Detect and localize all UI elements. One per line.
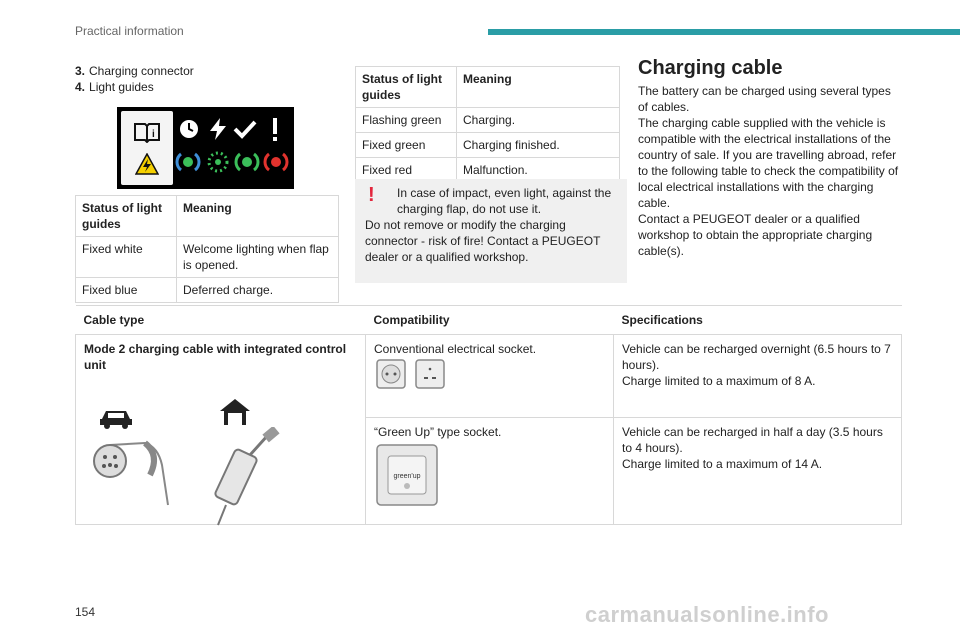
high-voltage-icon bbox=[135, 153, 159, 175]
header-accent-bar bbox=[488, 29, 960, 35]
svg-text:i: i bbox=[152, 129, 155, 140]
green-up-socket-icon bbox=[376, 444, 438, 506]
table-row: Flashing green Charging. bbox=[356, 108, 620, 133]
light-guides-table bbox=[75, 195, 339, 303]
household-socket-icon bbox=[376, 359, 448, 389]
exclamation-icon bbox=[269, 117, 281, 143]
warning-first-line: In case of impact, even light, against the charging flap, do not use it. bbox=[397, 186, 612, 216]
cable-type-label: Mode 2 charging cable with integrated control unit bbox=[84, 342, 347, 372]
column-header: Cable type bbox=[76, 306, 366, 335]
column-header: Meaning bbox=[457, 67, 620, 108]
column-header: Status of light guides bbox=[356, 67, 457, 108]
blue-light-guide-icon bbox=[175, 151, 201, 173]
warning-icon: ! bbox=[368, 184, 375, 206]
section-title: Practical information bbox=[75, 24, 184, 38]
clock-icon bbox=[177, 117, 201, 141]
column-header: Status of light guides bbox=[76, 196, 177, 237]
charging-cable-text: The battery can be charged using several types of cables. The charging cable supplied with the vehicle is compatible with the electrical installations of the country of sale. If you are travelling abroad, refer to the following table to check the compatibility of local electrical installations with the charging cable. Contact a PEUGEOT dealer or a qualified workshop to obtain the appropriate charging cable(s). bbox=[638, 84, 899, 258]
column-header: Meaning bbox=[177, 196, 339, 237]
compatibility-text: Conventional electrical socket. bbox=[374, 342, 537, 356]
specification-text: Vehicle can be recharged in half a day (3.5 hours to 4 hours). bbox=[622, 425, 883, 455]
cable-table bbox=[75, 305, 902, 525]
numbered-list bbox=[75, 63, 194, 95]
specification-text: Charge limited to a maximum of 14 A. bbox=[622, 457, 823, 471]
green-light-guide-icon bbox=[234, 151, 260, 173]
red-light-guide-icon bbox=[263, 151, 289, 173]
specification-text: Charge limited to a maximum of 8 A. bbox=[622, 374, 816, 388]
table-row: Fixed white Welcome lighting when flap is opened. bbox=[76, 237, 339, 278]
light-guides-illustration bbox=[117, 107, 294, 189]
car-icon bbox=[98, 407, 134, 429]
table-row: Fixed green Charging finished. bbox=[356, 133, 620, 158]
table-row: Fixed red Malfunction. bbox=[356, 158, 620, 183]
check-icon bbox=[232, 119, 258, 139]
green-up-label: green'up bbox=[393, 473, 421, 480]
manual-icon bbox=[133, 121, 161, 143]
connector-panel bbox=[121, 111, 173, 185]
specification-text: Vehicle can be recharged overnight (6.5 hours to 7 hours). bbox=[622, 342, 891, 372]
column-header: Compatibility bbox=[366, 306, 614, 335]
page-number: 154 bbox=[75, 605, 96, 619]
list-item: 3. Charging connector bbox=[75, 64, 194, 78]
status-table bbox=[355, 66, 620, 183]
list-item: 4. Light guides bbox=[75, 80, 154, 94]
house-icon bbox=[218, 397, 252, 427]
lightning-icon bbox=[207, 117, 229, 141]
footer-watermark: carmanualsonline.info bbox=[585, 602, 829, 627]
flashing-green-light-guide-icon bbox=[205, 151, 231, 173]
column-header: Specifications bbox=[614, 306, 902, 335]
table-row: Fixed blue Deferred charge. bbox=[76, 278, 339, 303]
vehicle-connector-icon bbox=[90, 435, 190, 525]
compatibility-text: “Green Up” type socket. bbox=[374, 425, 502, 439]
table-row bbox=[76, 335, 902, 418]
warning-box bbox=[355, 179, 627, 283]
warning-text: Do not remove or modify the charging connector - risk of fire! Contact a PEUGEOT dealer or a qualified workshop. bbox=[365, 218, 601, 264]
charging-cable-heading: Charging cable bbox=[638, 57, 783, 79]
cable-control-unit-icon bbox=[204, 427, 294, 527]
